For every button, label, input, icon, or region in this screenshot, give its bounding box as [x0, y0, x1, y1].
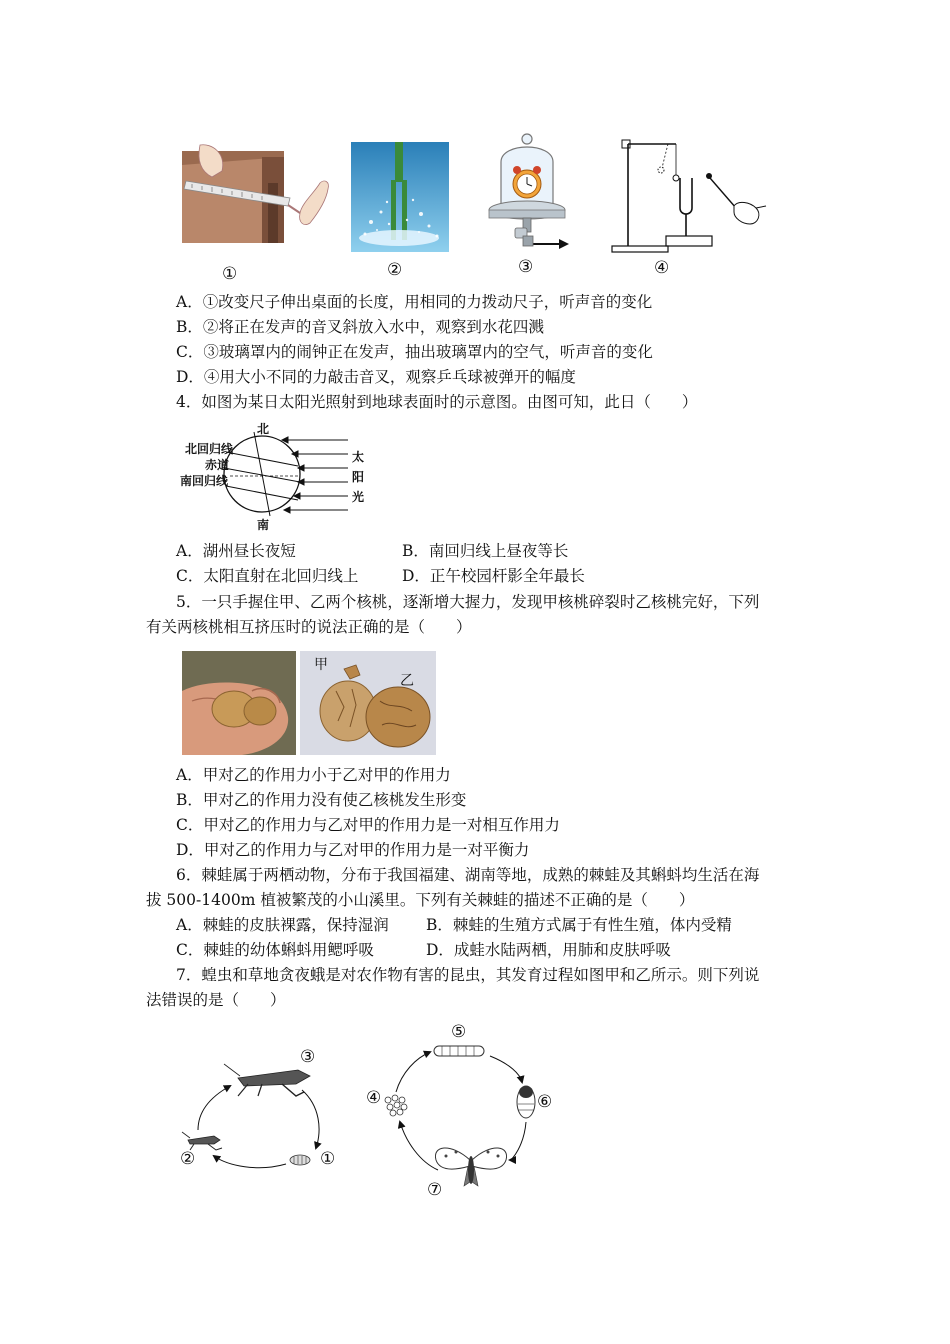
q3-option-a: A．①改变尺子伸出桌面的长度，用相同的力拨动尺子，听声音的变化	[176, 293, 653, 311]
q4-option-d: D．正午校园杆影全年最长	[402, 567, 585, 585]
q5-option-b: B．甲对乙的作用力没有使乙核桃发生形变	[176, 791, 467, 809]
cycle-label-6: ⑥	[537, 1092, 553, 1112]
label-sunlight-2: 阳	[352, 470, 365, 484]
walnut-label-yi: 乙	[400, 673, 414, 689]
label-sunlight-3: 光	[352, 490, 365, 504]
q4-stem: 4．如图为某日太阳光照射到地球表面时的示意图。由图可知，此日（ ）	[176, 393, 698, 411]
label-north: 北	[257, 422, 270, 436]
tuning-fork-in-water-figure	[351, 142, 449, 252]
label-tropic-cancer: 北回归线	[185, 442, 234, 456]
walnut-label-jia: 甲	[314, 657, 328, 673]
figure-label-4: ④	[654, 258, 670, 278]
q6-option-a: A．棘蛙的皮肤裸露，保持湿润	[176, 916, 389, 934]
label-tropic-capricorn: 南回归线	[180, 474, 229, 488]
cycle-label-5: ⑤	[451, 1022, 467, 1042]
bell-jar-alarm-clock-figure	[485, 132, 575, 258]
ruler-on-table-figure	[182, 143, 332, 243]
q5-option-c: C．甲对乙的作用力与乙对甲的作用力是一对相互作用力	[176, 816, 560, 834]
q4-option-b: B．南回归线上昼夜等长	[402, 542, 569, 560]
q4-option-a: A．湖州昼长夜短	[176, 542, 296, 560]
figure-label-1: ①	[222, 264, 238, 284]
adult-locust-icon	[224, 1064, 310, 1096]
label-south: 南	[257, 518, 270, 532]
moth-eggs-icon	[385, 1095, 407, 1116]
q3-option-d: D．④用大小不同的力敲击音叉，观察乒乓球被弹开的幅度	[176, 368, 576, 386]
q3-option-b: B．②将正在发声的音叉斜放入水中，观察到水花四溅	[176, 318, 544, 336]
pupa-icon	[517, 1086, 535, 1118]
cycle-label-7: ⑦	[427, 1180, 443, 1200]
q6-stem-line1: 6．棘蛙属于两栖动物，分布于我国福建、湖南等地，成熟的棘蛙及其蝌蚪均生活在海	[176, 866, 760, 884]
q4-option-c: C．太阳直射在北回归线上	[176, 567, 359, 585]
locust-eggs-icon	[290, 1155, 310, 1165]
q6-stem-line2: 拔 500-1400m 植被繁茂的小山溪里。下列有关棘蛙的描述不正确的是（ ）	[146, 891, 695, 909]
cycle-label-2: ②	[180, 1149, 196, 1169]
label-sunlight-1: 太	[352, 450, 365, 464]
cycle-label-1: ①	[320, 1149, 336, 1169]
nymph-locust-icon	[182, 1132, 222, 1150]
figure-label-2: ②	[387, 260, 403, 280]
cycle-label-4: ④	[366, 1088, 382, 1108]
tuning-fork-pingpong-figure	[606, 128, 768, 258]
q3-option-c: C．③玻璃罩内的闹钟正在发声，抽出玻璃罩内的空气，听声音的变化	[176, 343, 653, 361]
q6-option-c: C．棘蛙的幼体蝌蚪用鳃呼吸	[176, 941, 374, 959]
label-equator: 赤道	[205, 458, 230, 472]
moth-icon	[435, 1148, 506, 1186]
q5-option-d: D．甲对乙的作用力与乙对甲的作用力是一对平衡力	[176, 841, 530, 859]
q5-option-a: A．甲对乙的作用力小于乙对甲的作用力	[176, 766, 451, 784]
caterpillar-icon	[434, 1046, 484, 1056]
q5-stem-line1: 5．一只手握住甲、乙两个核桃，逐渐增大握力，发现甲核桃碎裂时乙核桃完好，下列	[176, 593, 760, 611]
hand-holding-walnuts-photo	[182, 651, 296, 755]
cycle-label-3: ③	[300, 1047, 316, 1067]
q6-option-b: B．棘蛙的生殖方式属于有性生殖，体内受精	[426, 916, 732, 934]
q6-option-d: D．成蛙水陆两栖，用肺和皮肤呼吸	[426, 941, 671, 959]
figure-label-3: ③	[518, 257, 534, 277]
q7-stem-line2: 法错误的是（ ）	[146, 991, 286, 1009]
q7-stem-line1: 7．蝗虫和草地贪夜蛾是对农作物有害的昆虫，其发育过程如图甲和乙所示。则下列说	[176, 966, 760, 984]
q5-stem-line2: 有关两核桃相互挤压时的说法正确的是（ ）	[146, 618, 472, 636]
